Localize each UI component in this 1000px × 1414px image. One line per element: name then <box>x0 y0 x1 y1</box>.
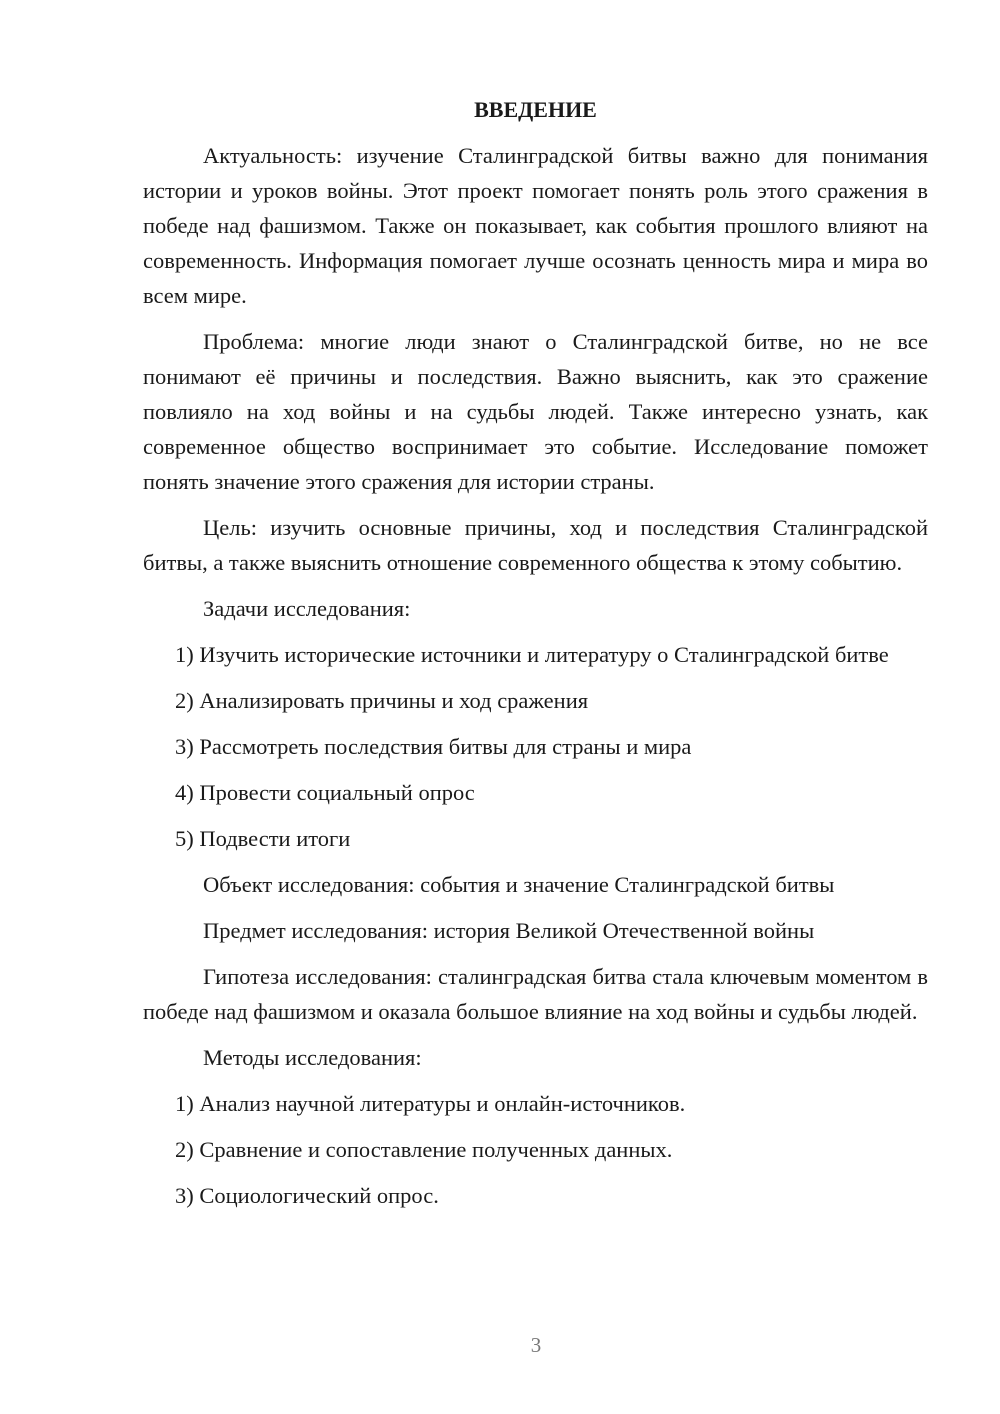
subject-paragraph: Предмет исследования: история Великой Отечественной войны <box>203 918 815 943</box>
task-item: 5) Подвести итоги <box>175 826 351 851</box>
method-item: 2) Сравнение и сопоставление полученных данных. <box>175 1137 673 1162</box>
page-number: 3 <box>530 1333 542 1357</box>
tasks-title: Задачи исследования: <box>203 596 411 621</box>
problem-paragraph: Проблема: многие люди знают о Сталинградской битве, но не все понимают её причины и последствия. Важно выяснить, как это сражение повлияло на ход войны и на судьбы людей. Также интересно узнать, как современное общество воспринимает это событие. Исследование поможет понять значение этого сражения для истории страны. <box>143 329 928 494</box>
hypothesis-paragraph: Гипотеза исследования: сталинградская битва стала ключевым моментом в победе над фашизмом и оказала большое влияние на ход войны и судьбы людей. <box>143 964 928 1024</box>
section-heading: ВВЕДЕНИЕ <box>474 97 597 122</box>
task-item: 2) Анализировать причины и ход сражения <box>175 688 589 713</box>
task-item: 1) Изучить исторические источники и литературу о Сталинградской битве <box>175 642 889 667</box>
document-page <box>143 94 928 1224</box>
task-item: 4) Провести социальный опрос <box>175 780 475 805</box>
goal-paragraph: Цель: изучить основные причины, ход и последствия Сталинградской битвы, а также выяснить отношение современного общества к этому событию. <box>143 515 928 575</box>
relevance-paragraph: Актуальность: изучение Сталинградской битвы важно для понимания истории и уроков войны. Этот проект помогает понять роль этого сражения в победе над фашизмом. Также он показывает, как события прошлого влияют на современность. Информация помогает лучше осознать ценность мира и мира во всем мире. <box>143 143 928 308</box>
task-item: 3) Рассмотреть последствия битвы для страны и мира <box>175 734 692 759</box>
method-item: 3) Социологический опрос. <box>175 1183 439 1208</box>
methods-title: Методы исследования: <box>203 1045 422 1070</box>
method-item: 1) Анализ научной литературы и онлайн-источников. <box>175 1091 686 1116</box>
object-paragraph: Объект исследования: события и значение Сталинградской битвы <box>203 872 835 897</box>
